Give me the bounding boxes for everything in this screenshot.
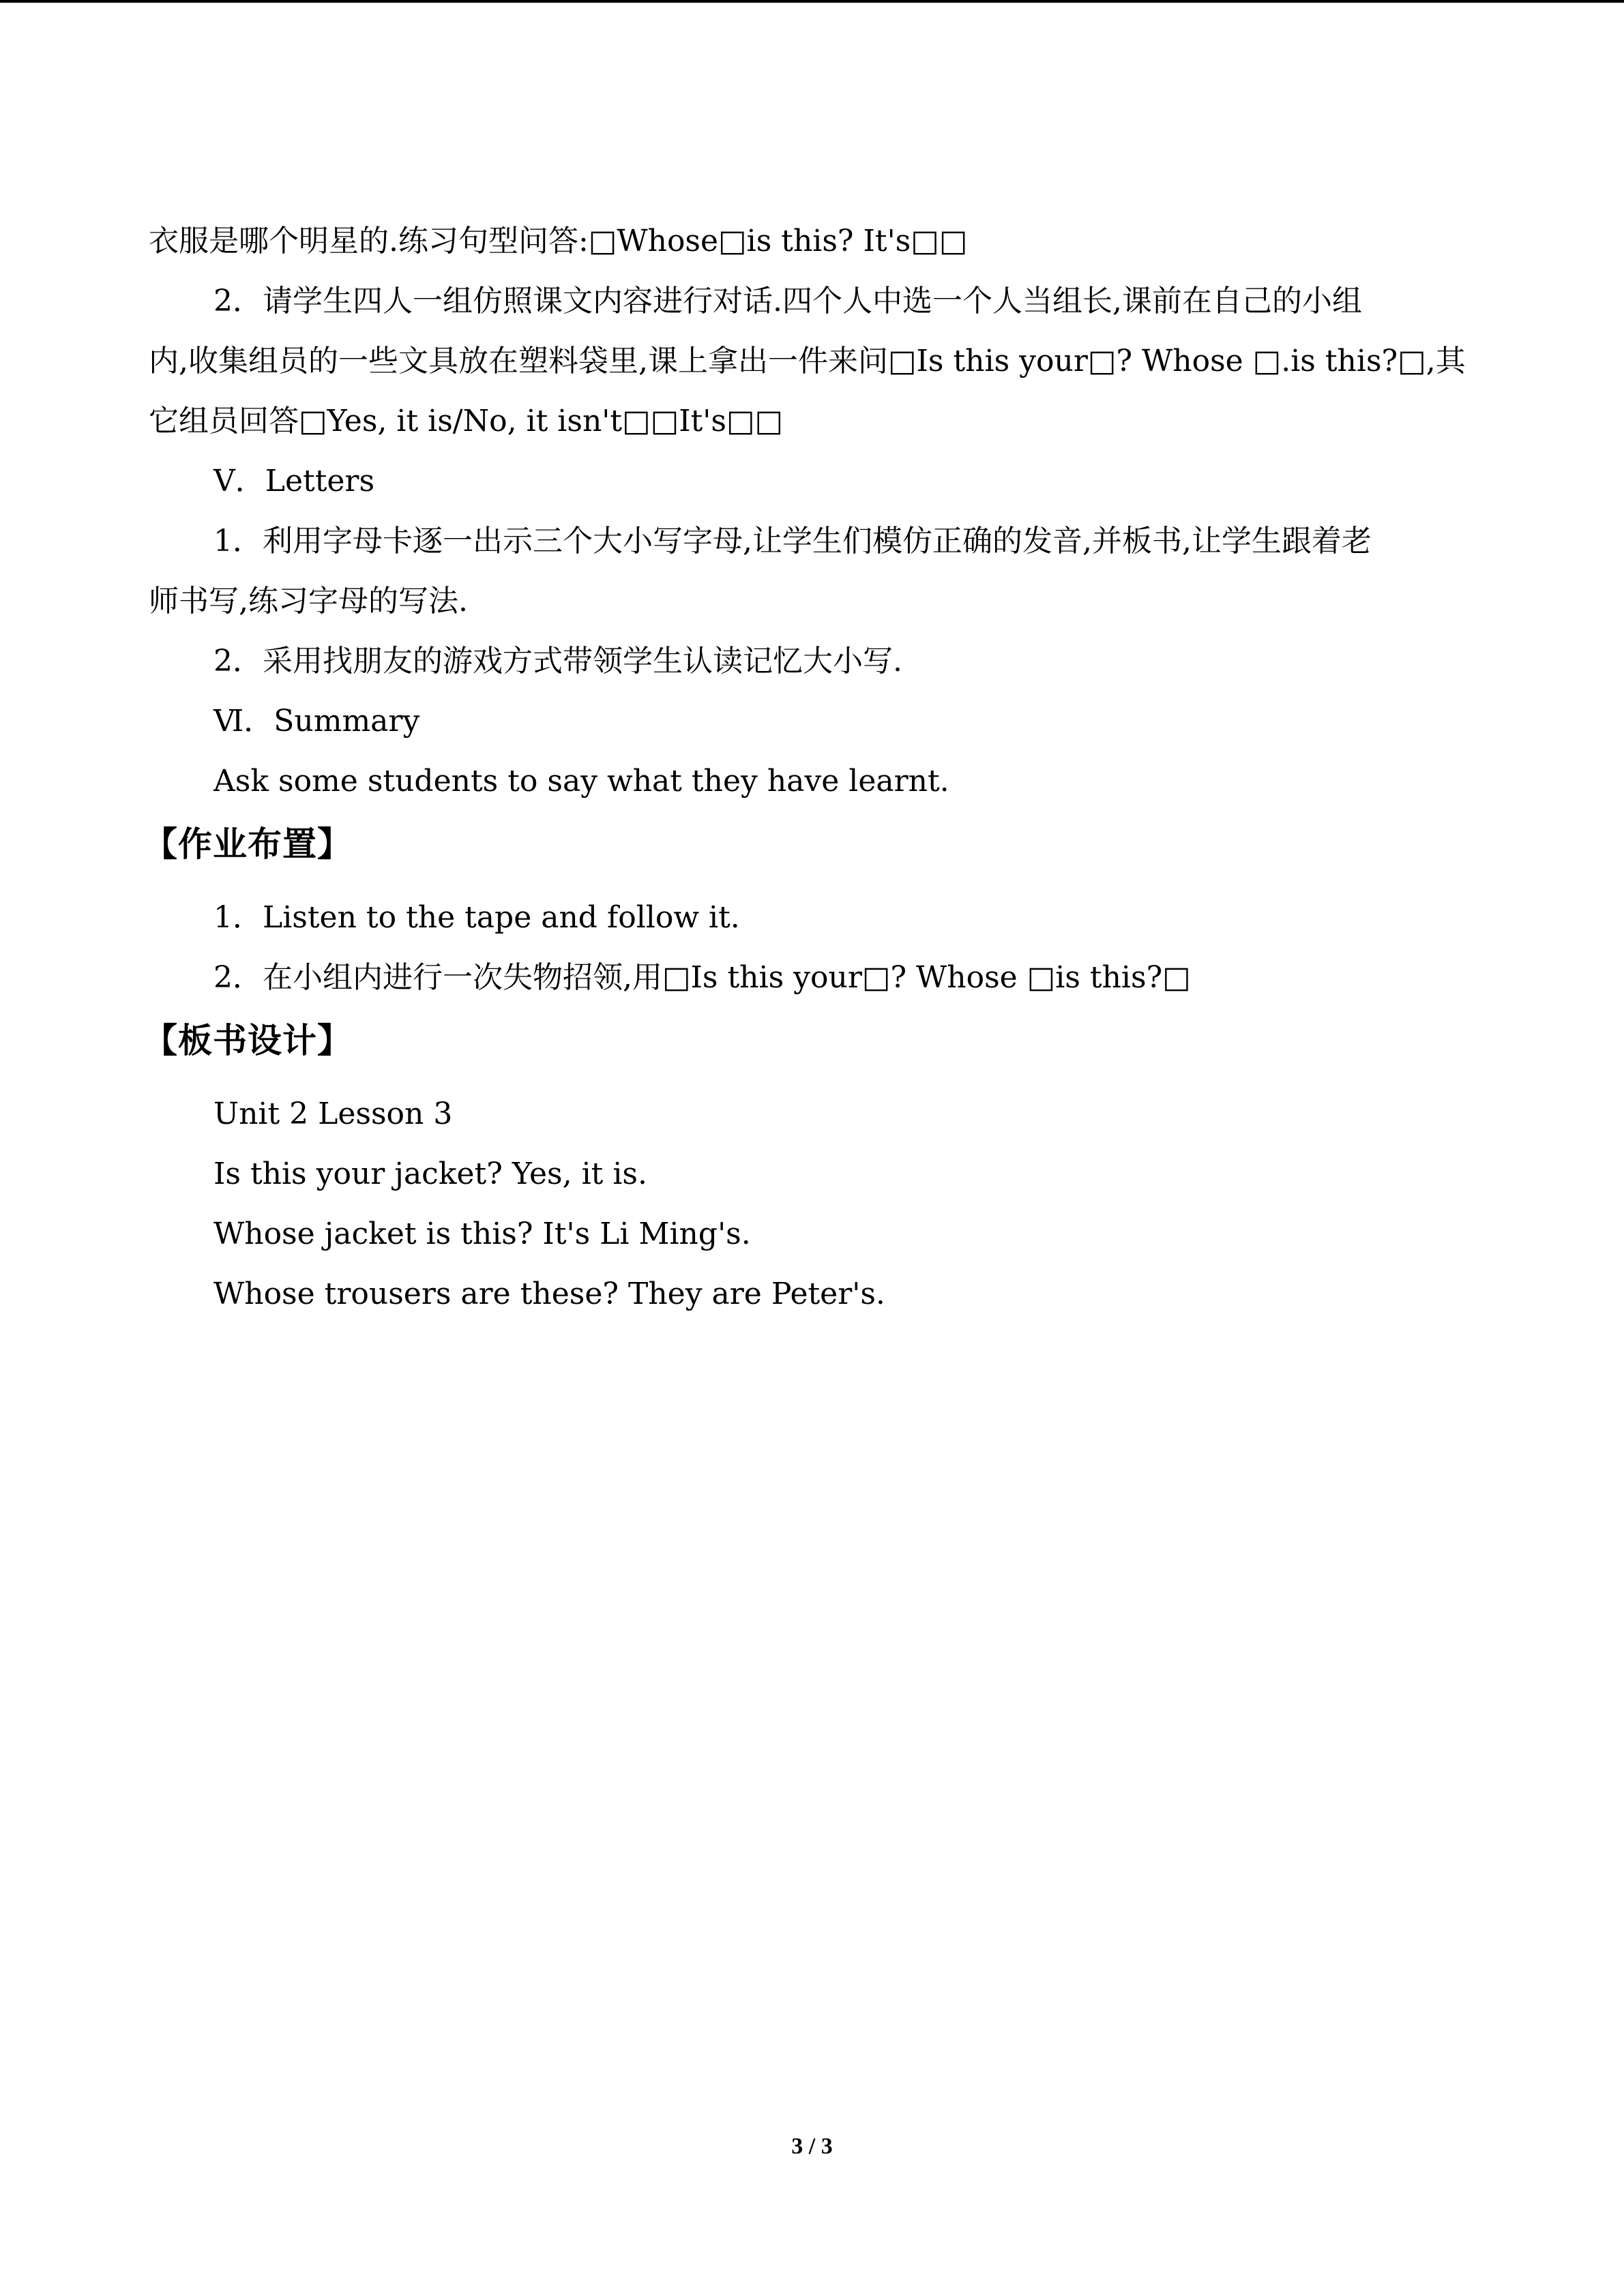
letters-item-2: 2．采用找朋友的游戏方式带领学生认读记忆大小写.: [213, 644, 902, 679]
letters-item-1-line-2: 师书写,练习字母的写法.: [149, 584, 468, 618]
page-top-border: [0, 0, 1624, 3]
continued-paragraph-line: 衣服是哪个明星的.练习句型问答:□Whose□is this? It's□□: [149, 224, 968, 258]
homework-item-2: 2．在小组内进行一次失物招领,用□Is this your□? Whose □is this?□: [213, 960, 1191, 995]
section-letters-title: Ⅴ．Letters: [213, 464, 375, 498]
document-body: [143, 211, 1475, 1324]
letters-item-1-line-1: 1．利用字母卡逐一出示三个大小写字母,让学生们模仿正确的发音,并板书,让学生跟着老: [213, 524, 1372, 558]
activity-2-line-3: 它组员回答□Yes, it is/No, it isn't□□It's□□: [149, 404, 784, 438]
summary-text: Ask some students to say what they have learnt.: [213, 764, 949, 799]
board-design-heading: 【板书设计】: [143, 1021, 352, 1060]
board-line-unit: Unit 2 Lesson 3: [213, 1097, 453, 1131]
board-line-4: Whose trousers are these? They are Peter's.: [213, 1277, 885, 1311]
board-line-2: Is this your jacket? Yes, it is.: [213, 1157, 647, 1191]
section-summary-title: Ⅵ．Summary: [213, 704, 420, 739]
page-number: 3 / 3: [791, 2134, 833, 2159]
board-line-3: Whose jacket is this? It's Li Ming's.: [213, 1217, 751, 1251]
activity-2-line-1: 2．请学生四人一组仿照课文内容进行对话.四个人中选一个人当组长,课前在自己的小组: [213, 284, 1362, 318]
homework-item-1: 1．Listen to the tape and follow it.: [213, 900, 740, 935]
activity-2-line-2: 内,收集组员的一些文具放在塑料袋里,课上拿出一件来问□Is this your□? Whose □.is this?□,其: [149, 344, 1466, 378]
homework-heading: 【作业布置】: [143, 824, 352, 864]
